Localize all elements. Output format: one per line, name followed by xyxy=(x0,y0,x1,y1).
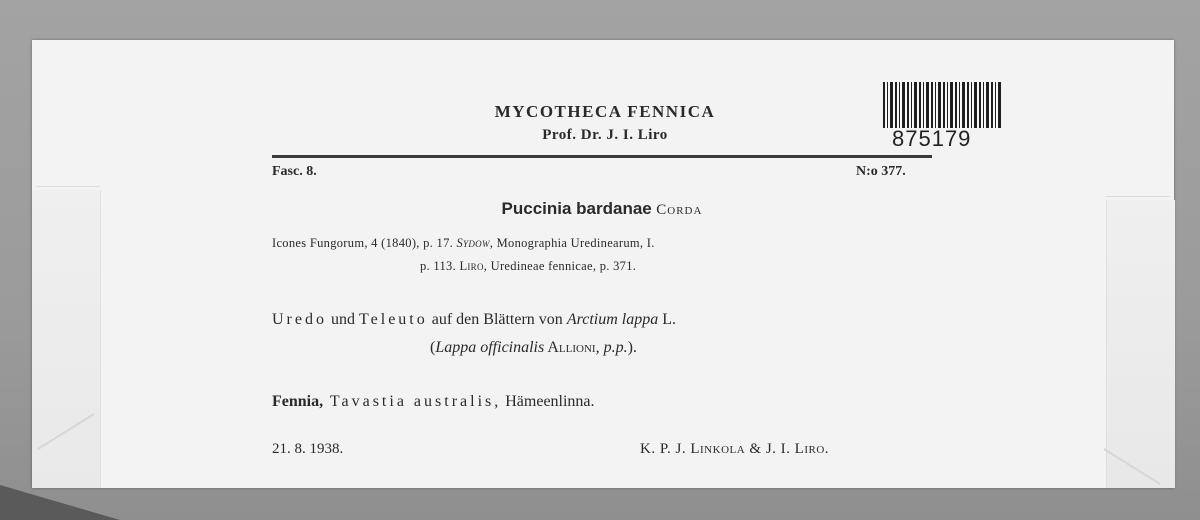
collectors: K. P. J. Linkola & J. I. Liro. xyxy=(640,441,830,457)
spore-stage: Teleuto xyxy=(358,311,428,328)
reference-line-2 xyxy=(420,259,636,274)
locality xyxy=(272,393,595,411)
reference-text: Icones Fungorum, 4 (1840), p. 17. xyxy=(272,236,457,250)
header-divider xyxy=(272,155,932,158)
host-species: Arctium lappa xyxy=(566,311,659,328)
locality-region: Tavastia australis, xyxy=(323,393,502,410)
left-fold-flap xyxy=(32,190,101,488)
collection-date: 21. 8. 1938. xyxy=(272,441,344,457)
host-synonym-note: , p.p. xyxy=(595,339,628,356)
left-fold-edge xyxy=(36,186,100,187)
reference-text: , Monographia Uredinearum, I. xyxy=(489,236,655,250)
host-line-2 xyxy=(430,339,637,357)
reference-author: Sydow xyxy=(456,236,490,250)
host-text: ). xyxy=(627,339,637,356)
host-line-1 xyxy=(272,311,932,329)
right-fold-flap xyxy=(1106,200,1175,488)
host-synonym-author: Allioni xyxy=(544,339,596,356)
host-synonym: Lappa officinalis xyxy=(435,339,545,356)
host-text: ( xyxy=(430,339,436,356)
collection-title: MYCOTHECA FENNICA xyxy=(494,102,716,121)
reference-text: p. 113. xyxy=(420,259,460,273)
species-author: Corda xyxy=(656,202,703,218)
spore-stage: Uredo xyxy=(272,311,327,328)
species-heading xyxy=(272,198,932,219)
reference-text: , Uredineae fennicae, p. 371. xyxy=(483,259,637,273)
species-name: Puccinia bardanae xyxy=(501,199,652,218)
barcode-number: 875179 xyxy=(892,126,972,151)
collection-editor: Prof. Dr. J. I. Liro xyxy=(542,127,668,143)
fascicle-number: Fasc. 8. xyxy=(272,164,317,179)
reference-line-1 xyxy=(272,236,932,251)
host-text: und xyxy=(326,311,359,328)
locality-country: Fennia, xyxy=(272,393,324,410)
barcode xyxy=(883,82,1001,128)
locality-place: Hämeenlinna. xyxy=(501,393,595,410)
reference-author: Liro xyxy=(459,259,484,273)
host-author: L. xyxy=(658,311,676,328)
host-text: auf den Blättern von xyxy=(427,311,567,328)
right-fold-edge xyxy=(1106,196,1170,197)
specimen-number: N:o 377. xyxy=(856,164,906,179)
